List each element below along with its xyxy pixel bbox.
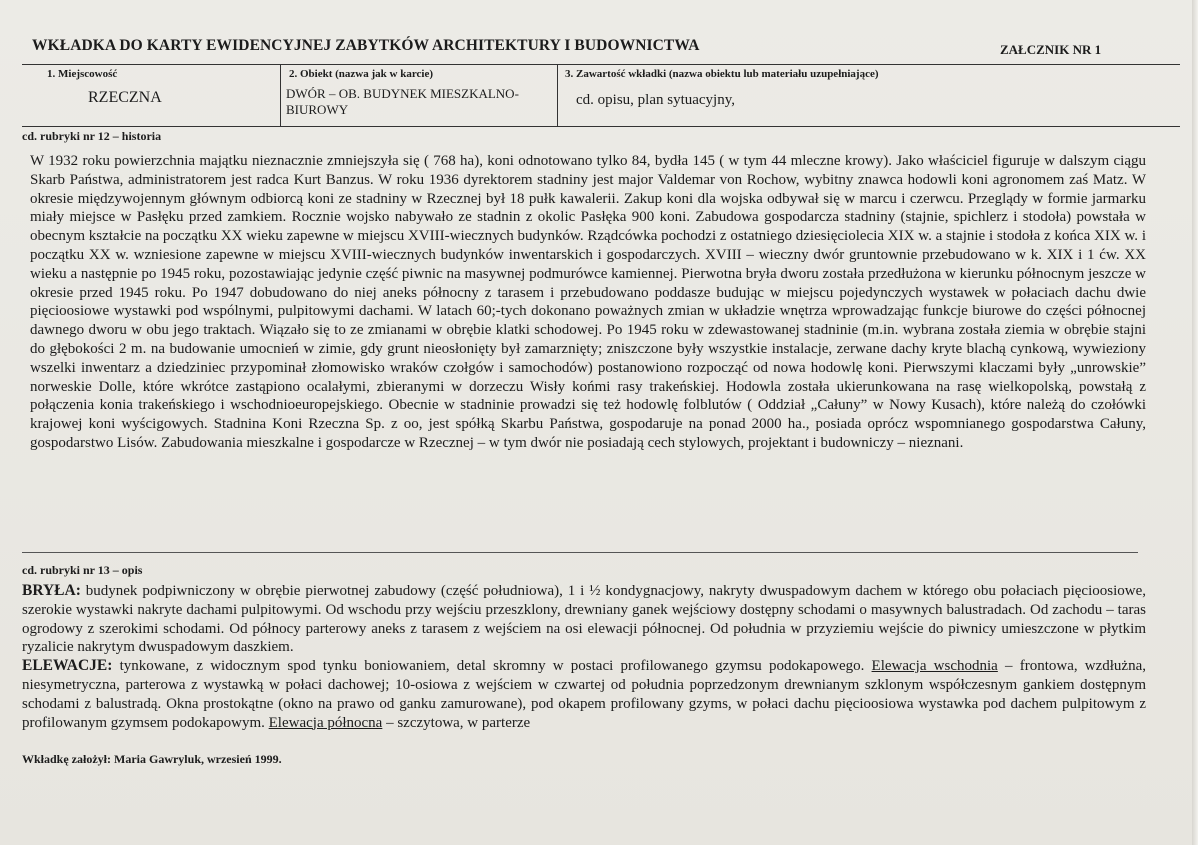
object-value-line2: BIUROWY	[286, 102, 349, 117]
bryla-paragraph	[22, 582, 1146, 657]
history-label: cd. rubryki nr 12 – historia	[22, 129, 162, 143]
elewacje-text-1: tynkowane, z widocznym spod tynku boniowaniem, detal skromny w postaci profilowanego gzymsu podokapowego.	[112, 658, 872, 675]
author-note: Wkładkę założył: Maria Gawryluk, wrzesień 1999.	[22, 752, 282, 766]
description-text-block	[22, 582, 1146, 732]
page-edge	[1192, 0, 1198, 845]
elewacja-wschodnia-label: Elewacja wschodnia	[871, 658, 998, 675]
elewacja-polnocna-label: Elewacja północna	[268, 714, 383, 731]
elewacje-heading: ELEWACJE:	[22, 657, 113, 675]
bryla-text: budynek podpiwniczony w obrębie pierwotnej zabudowy (część południowa), 1 i ½ kondygnacjowy, nakryty dwuspadowym dachem w którego obu połaciach pięcioosiowe, szerokie wystawki nakryte dachami pulpitowymi. Od wschodu przy wejściu przeszklony, drewniany ganek wejściowy dostępny schodami o masywnych balustradach. Od zachodu – taras ogrodowy z szerokimi schodami. Od północy parterowy aneks z tarasem z wejściem na osi elewacji północnej. Od południa w przyziemiu wejście do piwnicy umieszczone w płytkim ryzalicie nakrytym dwuspadowym daszkiem.	[22, 583, 1146, 656]
header-bottom-rule	[22, 126, 1180, 127]
header-divider-1	[280, 64, 281, 126]
header-divider-2	[557, 64, 558, 126]
history-paragraph: W 1932 roku powierzchnia majątku nieznacznie zmniejszyła się ( 768 ha), koni odnotowano tylko 84, bydła 145 ( w tym 44 mleczne krowy). Jako właściciel figuruje w dalszym ciągu Skarb Państwa, administratorem jest radca Kurt Banzus. W roku 1936 dyrektorem stadniny jest major Valdemar von Rochow, wybitny znawca hodowli koni agronomem zaś Matz. W okresie międzywojennym głównym odbiorcą koni ze stadniny w Rzecznej był 18 pułk kawalerii. Zakup koni dla wojska odbywał się w marcu i czerwcu. Przeglądy w formie jarmarku miały miejsce w Pasłęku przed zamkiem. Rocznie wojsko nabywało ze stadnin z okolic Pasłęka 900 koni. Zabudowa gospodarcza stadniny (stajnie, spichlerz i stodoła) powstała w obecnym kształcie na początku XX wieku zapewne w miejscu XVIII-wiecznych budynków. Rządcówka pochodzi z ostatniego dziesięciolecia XIX w. a stajnie i stodoła z końca XIX w. i początku XX w. wzniesione zapewne w miejscu XVIII-wiecznych budynków inwentarskich i gospodarczych. XVIII – wieczny dwór gruntownie przebudowano w k. XIX i 1 ćw. XX wieku a następnie po 1945 roku, pozostawiając jedynie część piwnic na masywnej podmurówce kamiennej. Pierwotna bryła dworu została przedłużona w kierunku północnym jeszcze w okresie przed 1945 roku. Po 1947 dobudowano do niej aneks północny z tarasem i przebudowano poddasze budując w miejscu pojedynczych wystawek w połaciach dachu dwie pięcioosiowe wystawki pod wspólnymi, pulpitowymi dachami. W latach 60;-tych dokonano poważnych zmian w układzie wnętrza wprowadzając funkcje biurowe do części północnej dawnego dworu w obu jego traktach. Wiązało się to ze zmianami w obrębie klatki schodowej. Po 1945 roku w zdewastowanej stadninie (m.in. wybrana została ziemia w obrębie stajni do głębokości 2 m. na budowanie umocnień w zimie, gdy grunt nieosłonięty był zamarznięty; zniszczone były wszystkie instalacje, zerwane dachy kryte blachą cynkową, wywieziony wszelki inwentarz a dziedziniec przypominał złomowisko wraków czołgów i samochodów) postanowiono rozpocząć od nowa hodowlę koni. Pierwszymi klaczami były „unrowskie” norweskie Dolle, które wkrótce zastąpiono ocalałymi, zbieranymi w dorzeczu Wisły końmi rasy trakeńskiej. Hodowla została ukierunkowana na rasę wielkopolską, powstałą z połączenia konia trakeńskiego i wschodnioeuropejskiego. Obecnie w stadninie prowadzi się też hodowlę folblutów ( Oddział „Całuny” w Nowy Kusach), które należą do czołówki krajowej koni wyścigowych. Stadnina Koni Rzeczna Sp. z oo, jest spółką Skarbu Państwa, gospodaruje na ponad 2000 ha., posiada oprócz wspomnianego gospodarstwa Całuny, gospodarstwo Lisów. Zabudowania mieszkalne i gospodarcze w Rzecznej – w tym dwór nie posiadają cech stylowych, projektant i budowniczy – nieznani.	[30, 153, 1146, 451]
annex-label: ZAŁCZNIK NR 1	[1000, 42, 1102, 57]
description-label: cd. rubryki nr 13 – opis	[22, 563, 143, 577]
object-value-line1: DWÓR – OB. BUDYNEK MIESZKALNO-	[286, 86, 519, 101]
history-text-block	[30, 152, 1146, 453]
document-title: WKŁADKA DO KARTY EWIDENCYJNEJ ZABYTKÓW ARCHITEKTURY I BUDOWNICTWA	[32, 37, 700, 54]
header-top-rule	[22, 64, 1180, 65]
content-value: cd. opisu, plan sytuacyjny,	[576, 92, 736, 108]
object-label: 2. Obiekt (nazwa jak w karcie)	[289, 68, 434, 80]
bryla-heading: BRYŁA:	[22, 582, 81, 599]
locality-label: 1. Miejscowość	[47, 68, 118, 80]
elewacje-paragraph	[22, 657, 1146, 732]
elewacje-text-2: – frontowa, wzdłużna, niesymetryczna, parterowa z wystawką w połaci dachowej; 10-osiowa z wejściem w czwartej od południa poprzedzonym drewnianym szklonym współczesnym gankiem dostępnym schodami z balustradą. Okna prostokątne (okno na prawo od ganku zamurowane), pod okapem profilowany gzyms, w połaci dachu pięcioosiowa wystawka pod dachem pulpitowym z profilowanym gzymsem podokapowym.	[22, 658, 1146, 731]
elewacje-text-3: – szczytowa, w parterze	[382, 714, 531, 731]
locality-value: RZECZNA	[88, 89, 162, 106]
section-divider	[22, 552, 1138, 553]
content-label: 3. Zawartość wkładki (nazwa obiektu lub materiału uzupełniające)	[565, 68, 879, 80]
